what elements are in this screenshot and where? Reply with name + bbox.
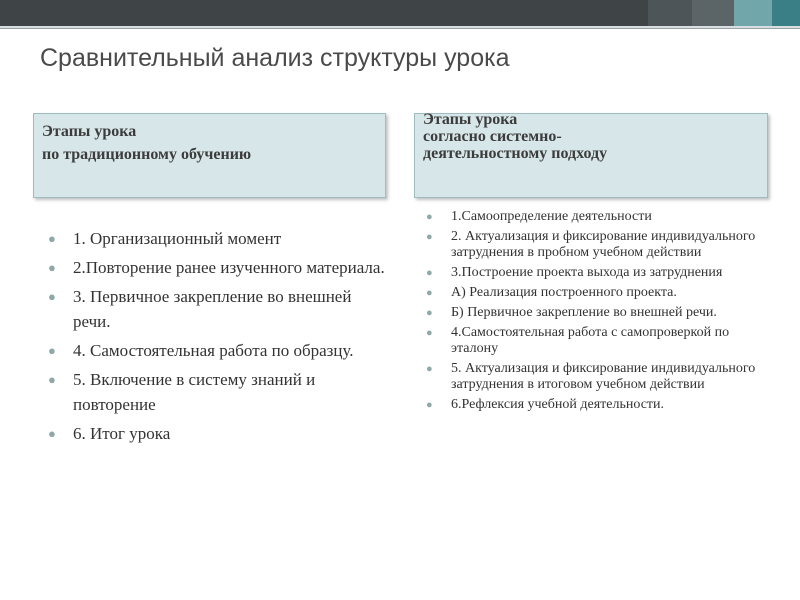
- right-header-line: деятельностному подходу: [423, 145, 608, 162]
- list-item-text: 6. Итог урока: [73, 424, 171, 443]
- list-item-text: 5. Включение в систему знаний и повторение: [73, 370, 316, 414]
- slide-title: Сравнительный анализ структуры урока: [40, 44, 510, 72]
- list-item-text: 4. Самостоятельная работа по образцу.: [73, 341, 354, 360]
- list-item-text: 3. Первичное закрепление во внешней речи.: [73, 287, 352, 331]
- bullet-icon: ●: [426, 267, 433, 279]
- activity-approach-stages-list: [426, 209, 756, 417]
- list-item-text: Б) Первичное закрепление во внешней речи.: [451, 305, 717, 320]
- bullet-icon: ●: [426, 307, 433, 319]
- list-item-text: 1. Организационный момент: [73, 229, 282, 248]
- list-item: [48, 284, 388, 334]
- list-item: [48, 338, 388, 363]
- list-item: [426, 265, 756, 281]
- decorative-square: [734, 0, 772, 26]
- left-header-line: по традиционному обучению: [42, 146, 252, 163]
- list-item-text: 3.Построение проекта выхода из затруднения: [451, 265, 723, 280]
- list-item-text: 2. Актуализация и фиксирование индивидуального затруднения в пробном учебном действии: [451, 229, 756, 260]
- right-column-header: [414, 113, 768, 198]
- bullet-icon: ●: [48, 289, 56, 304]
- list-item: [48, 421, 388, 446]
- bullet-icon: ●: [48, 343, 56, 358]
- decorative-square: [772, 0, 800, 26]
- list-item-text: 1.Самоопределение деятельности: [451, 209, 652, 224]
- bullet-icon: ●: [426, 399, 433, 411]
- decorative-divider: [0, 28, 800, 29]
- list-item: [426, 209, 756, 225]
- list-item: [426, 305, 756, 321]
- list-item: [48, 226, 388, 251]
- right-header-line: Этапы урока: [423, 111, 518, 128]
- list-item: [426, 285, 756, 301]
- list-item-text: А) Реализация построенного проекта.: [451, 285, 677, 300]
- right-header-line: согласно системно-: [423, 128, 562, 145]
- list-item: [426, 397, 756, 413]
- decorative-top-bar: [0, 0, 800, 26]
- bullet-icon: ●: [48, 372, 56, 387]
- bullet-icon: ●: [426, 231, 433, 243]
- decorative-square: [692, 0, 734, 26]
- list-item-text: 5. Актуализация и фиксирование индивидуального затруднения в итоговом учебном действии: [451, 361, 756, 392]
- bullet-icon: ●: [48, 260, 56, 275]
- bullet-icon: ●: [426, 287, 433, 299]
- left-header-line: Этапы урока: [42, 123, 137, 140]
- list-item-text: 4.Самостоятельная работа с самопроверкой по эталону: [451, 325, 730, 356]
- list-item-text: 6.Рефлексия учебной деятельности.: [451, 397, 665, 412]
- bullet-icon: ●: [426, 211, 433, 223]
- list-item: [426, 361, 756, 393]
- list-item-text: 2.Повторение ранее изученного материала.: [73, 258, 385, 277]
- bullet-icon: ●: [48, 231, 56, 246]
- bullet-icon: ●: [426, 327, 433, 339]
- list-item: [426, 229, 756, 261]
- list-item: [426, 325, 756, 357]
- decorative-square: [648, 0, 692, 26]
- left-column-header: [33, 113, 386, 198]
- bullet-icon: ●: [426, 363, 433, 375]
- list-item: [48, 367, 388, 417]
- list-item: [48, 255, 388, 280]
- traditional-stages-list: [48, 226, 388, 450]
- bullet-icon: ●: [48, 426, 56, 441]
